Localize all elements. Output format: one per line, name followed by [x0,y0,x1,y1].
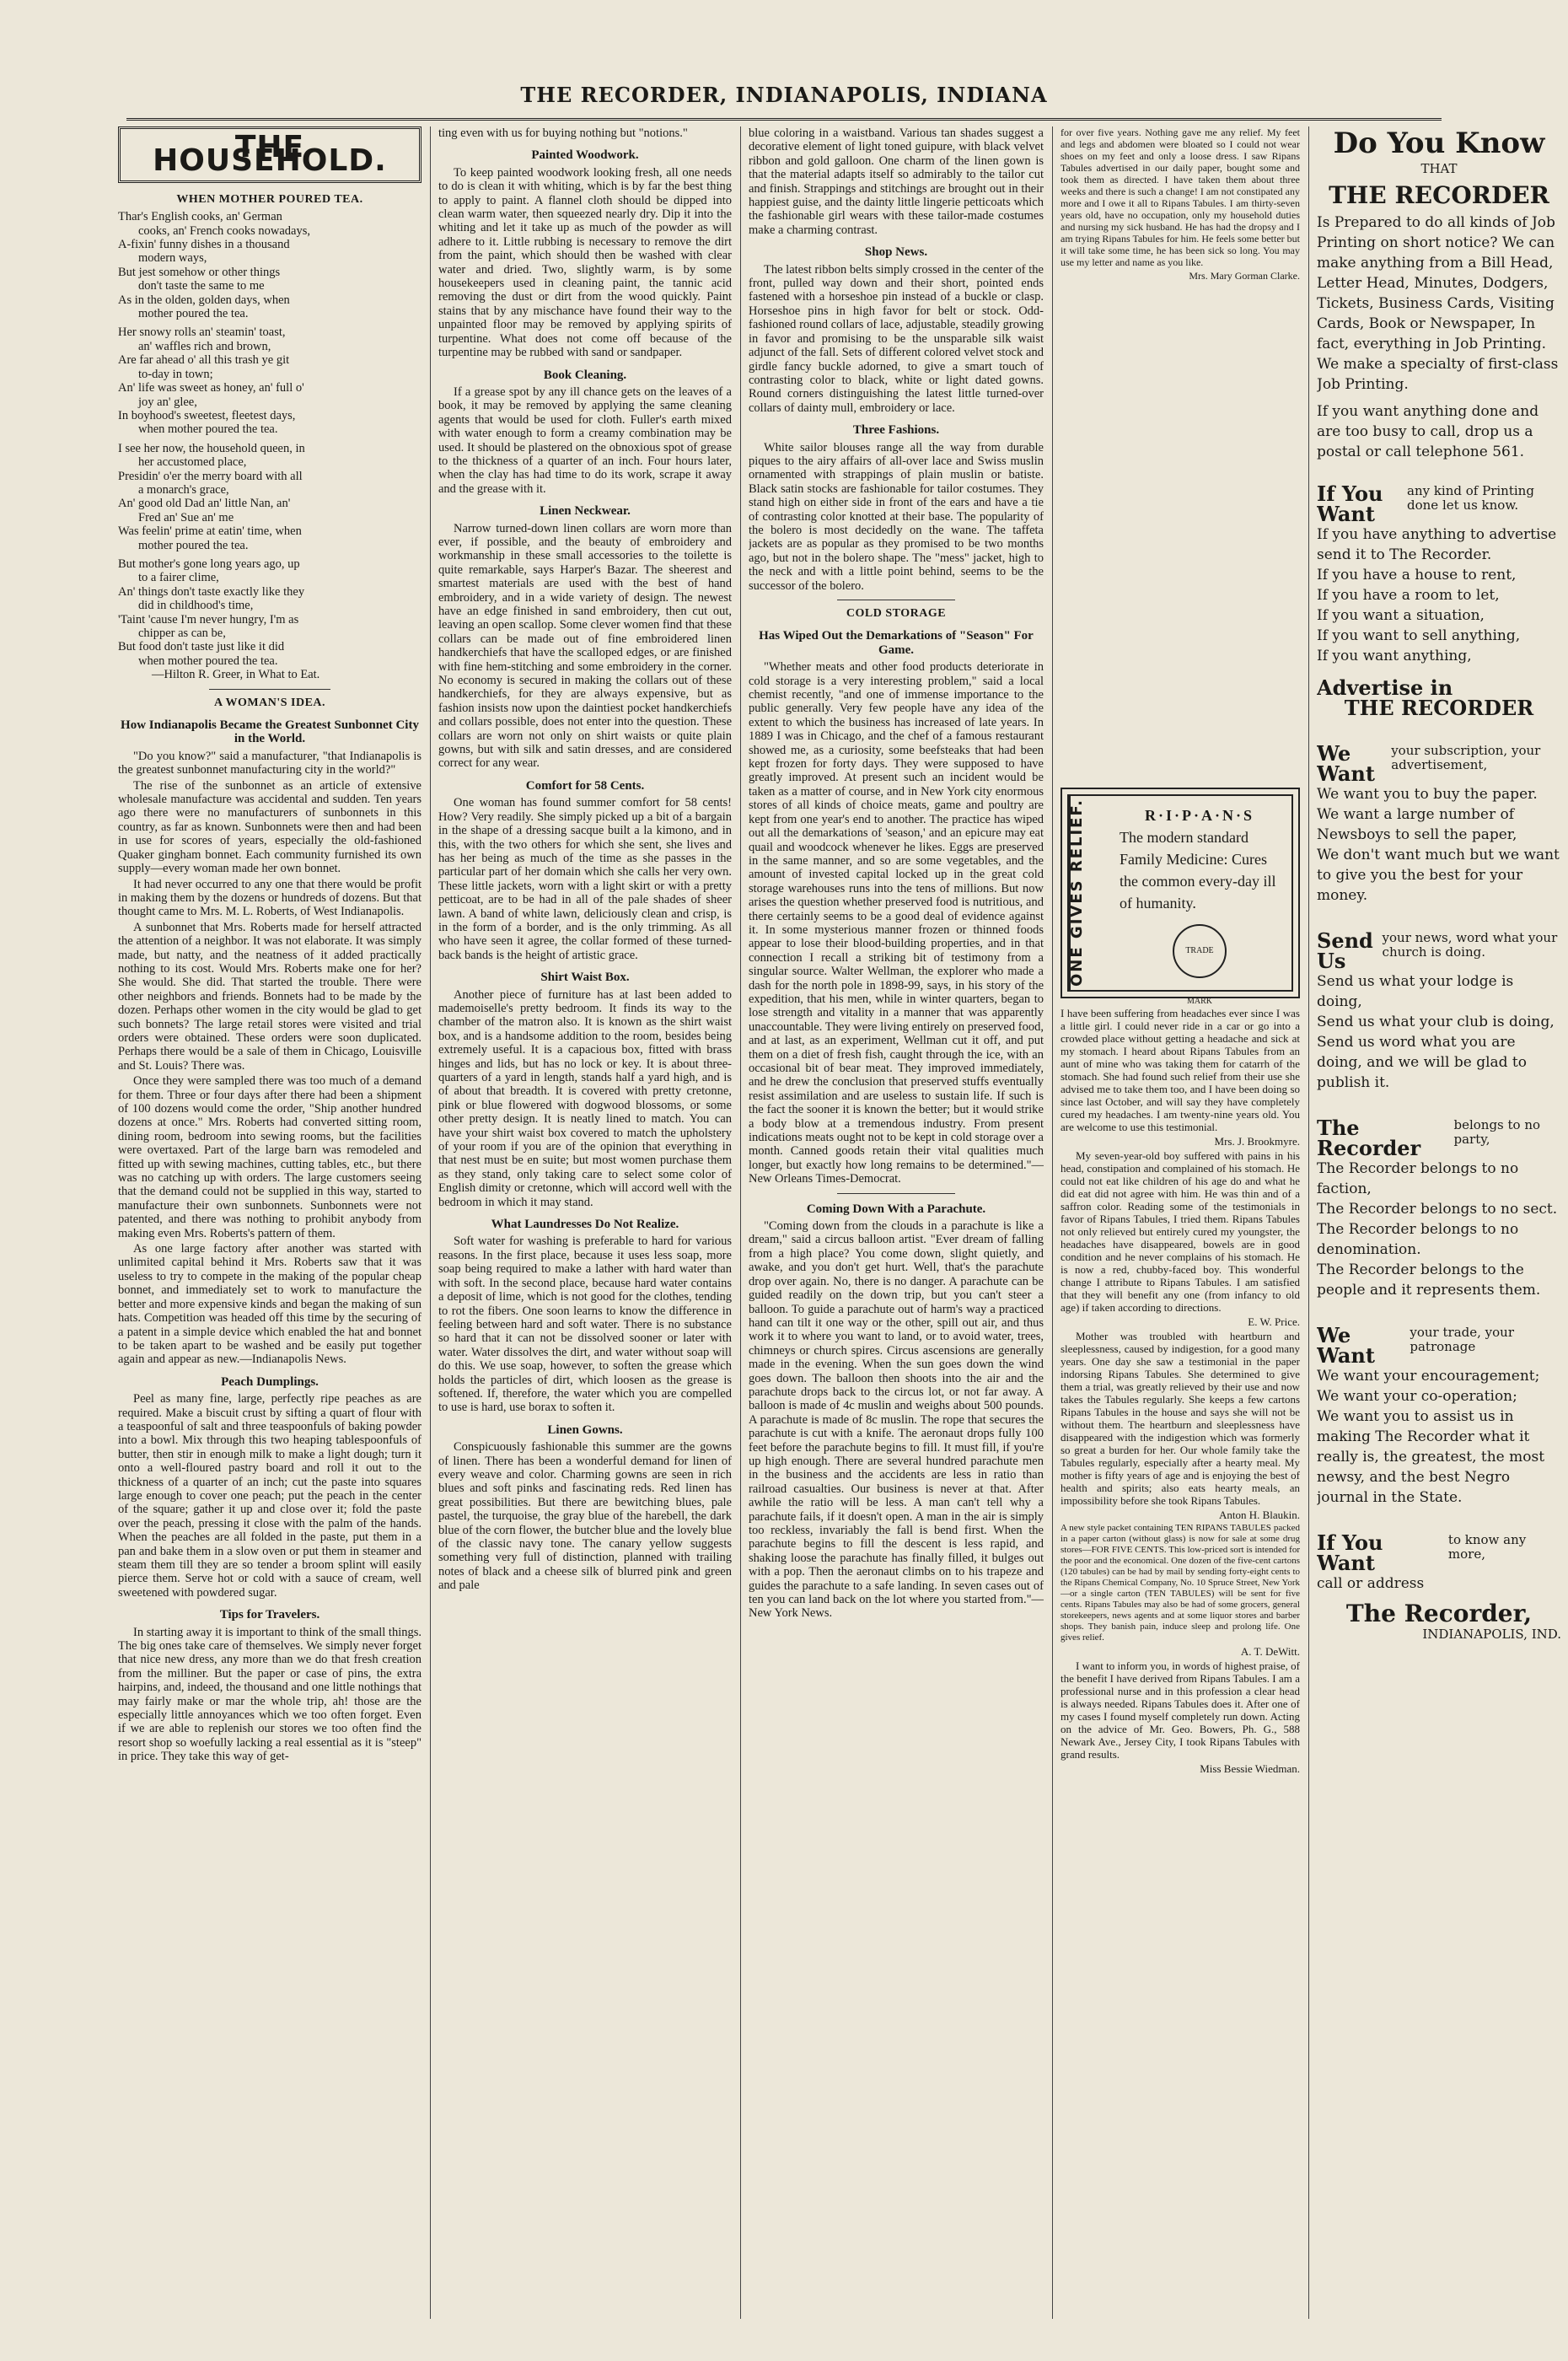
article-paragraph: blue coloring in a waistband. Various tan shades suggest a decorative element of light toned guipure, with black velvet ribbon and gold galloon. One charm of the linen gown is that the material adapts itself so admirably to the tailor cut and finish. Strappings and stitchings are brought out in their happiest guise, and the dainty little lingerie petticoats which the fashionable girl wears with these tailor-made costumes make a charming contrast. [749,126,1044,237]
article-subtitle: Linen Gowns. [547,1423,623,1437]
article-paragraph: The latest ribbon belts simply crossed in the center of the front, pulled way down and their short, pointed ends fastened with a horseshoe pin instead of a buckle or clasp. Horseshoe pins in high favor for belt or stock. Odd-fashioned round collars of lace, adjustable, steadily growing in favor and promising to be the unsparable silk waist adjunct of the fall. Sets of different colored velvet stock and girdle fancy buckle adorned, to give a smart touch of contrasting color to black, white or light dated gowns. Round corners distinguishing the latest little turned-over collars of dainty mull, embroidery or lace. [749,262,1044,415]
ripans-ad [1061,788,1300,1006]
poem-line: her accustomed place, [138,455,247,470]
final-city: INDIANAPOLIS, IND. [1422,1627,1561,1642]
article-subtitle: Coming Down With a Parachute. [806,1202,986,1216]
article-paragraph: If a grease spot by any ill chance gets on the leaves of a book, it may be removed by applying the same cleaning agents that would be used for cloth. Fuller's earth mixed with water enough to form a creamy combination may be used. It should be plastered on the obnoxious spot of grease to the thickness of a quarter of an inch. Four hours later, when the clay has had time to do its work, scrape it away and the grease with it. [438,385,732,496]
telephone-text: If you want anything done and are too busy to call, drop us a postal or call telephone 561. [1317,403,1539,460]
poem-line: But food don't taste just like it did [118,640,285,654]
article-title: A WOMAN'S IDEA. [213,696,326,709]
belongs-line: The Recorder belongs to no sect. [1317,1201,1558,1218]
advertise-head: Advertise in [1317,675,1453,700]
article-subtitle: Peach Dumplings. [221,1374,319,1389]
we-want-line: We don't want much but we want to give you the best for your money. [1317,847,1560,904]
we-want-sub: your subscription, your advertisement, [1391,743,1541,772]
want-line: If you have a house to rent, [1317,567,1517,584]
final-call: call or address [1317,1575,1425,1592]
belongs-sub: belongs to no party, [1453,1117,1541,1147]
article-subtitle: Book Cleaning. [543,368,627,382]
poem-line: when mother poured the tea. [138,422,278,437]
poem-line: As in the olden, golden days, when [118,293,290,307]
column-2 [438,126,732,2336]
want-line: If you have a room to let, [1317,587,1500,604]
poem-line: But mother's gone long years ago, up [118,557,300,571]
testimonial-signature: Mrs. Mary Gorman Clarke. [1189,270,1300,282]
belongs-block [1317,1118,1561,1159]
article-paragraph: ting even with us for buying nothing but "notions." [438,126,688,140]
article-subtitle: Comfort for 58 Cents. [525,778,645,793]
article-subtitle: What Laundresses Do Not Realize. [491,1218,679,1232]
send-us-sub: your news, word what your church is doing. [1382,930,1558,960]
poem-line: an' waffles rich and brown, [138,339,271,353]
poem-line: chipper as can be, [138,627,226,640]
belongs-line: The Recorder belongs to the people and it represents them. [1317,1261,1541,1299]
we-want-2-line: We want your co-operation; [1317,1388,1517,1405]
column-rule [1308,126,1309,2319]
article-paragraph: One woman has found summer comfort for 58 cents! How? Very readily. She simply picked up a bit of a bargain in the shape of a dressing sacque built a la kimono, and in this, with the two others for which she sent, she lives and has her being as much of the time as she passes in the particular part of her domain which she calls her very own. These little jackets, worn with a light skirt or with a pretty petticoat, are to be had in all of the pale shades of sheer lawn. A band of white lawn, deliciously clean and crisp, is in the form of a border, and is the only trimming. As all who have seen it agree, the collar formed of these turned-back bands is the height of artistic grace. [438,796,732,962]
poem-line: Fred an' Sue an' me [138,510,234,524]
poem-line: a monarch's grace, [138,482,229,497]
we-want-2-line: We want you to assist us in making The Recorder what it really is, the greatest, the most newsy, and the best Negro journal in the State. [1317,1408,1545,1506]
article-subtitle: Shirt Waist Box. [540,971,630,985]
we-want-2-sub: your trade, your patronage [1410,1325,1514,1354]
ripans-fineprint: A new style packet containing TEN RIPANS TABULES packed in a paper carton (without glass) is now for sale at some drug stores—FOR FIVE CENTS. This low-priced sort is intended for the poor and the economical. One dozen of the five-cent cartons (120 tabules) can be had by mail by sending forty-eight cents to the Ripans Chemical Company, No. 10 Spruce Street, New York—or a single carton (TEN TABULES) will be sent for five cents. Ripans Tabules may also be had of some grocers, general storekeepers, news agents and at some liquor stores and barber shops. They banish pain, induce sleep and prolong life. One gives relief. [1061,1523,1300,1643]
article-title: COLD STORAGE [846,607,947,620]
article-subtitle: Linen Neckwear. [540,504,631,519]
poem-line: when mother poured the tea. [138,653,278,668]
article-paragraph: White sailor blouses range all the way from durable piques to the airy affairs of all-over lace and Swiss muslin ornamented with strappings of plain muslin or batiste. Black satin stocks are fashionable for tailor costumes. They stand high on either side in front of the ears and have a tie of contrasting color knotted at their base. The popularity of the bolero is most decidedly on the wane. The taffeta jackets are as popular as they promised to be two months ago, but not in the bolero shape. The "mess" jacket, high to the neck and with a little point behind, seems to be the successor of the bolero. [749,440,1044,593]
we-want-2-head: We Want [1317,1323,1375,1368]
poem-line: 'Taint 'cause I'm never hungry, I'm as [118,612,299,627]
ripans-left-text [1061,126,1300,784]
want-line: If you want a situation, [1317,607,1485,624]
send-us-block [1317,928,1561,973]
column-rule [1052,126,1053,2319]
testimonial: I have been suffering from headaches ever since I was a little girl. I could never ride in a car or go into a crowded place without getting a headache and sick at my stomach. I heard about Ripans Tabules from an aunt of mine who was taking them for catarrh of the stomach. She had found such relief from their use she advised me to take them too, and I have been doing so since last October, and will say they have completely cured my headaches. I am twenty-nine years old. You are welcome to use this testimonial. [1061,1007,1300,1133]
ripans-trademark-icon: TRADE MARK [1173,924,1227,978]
ripans-body: The modern standard Family Medicine: Cures the common every-day ill of humanity. [1120,829,1276,912]
column-rule [430,126,431,2319]
poem-line: Are far ahead o' all this trash ye git [118,353,290,368]
testimonial: Mother was troubled with heartburn and sleeplessness, caused by indigestion, for a good many years. One day she saw a testimonial in the paper indorsing Ripans Tabules. She determined to give them a trial, was greatly relieved by their use and now takes the Tabules regularly. She keeps a few cartons Ripans Tabules in the house and says she will not be without them. The heartburn and sleeplessness have disappeared with the indigestion which was formerly so great a burden for her. Our whole family take the Tabules regularly, especially after a hearty meal. My mother is fifty years of age and is enjoying the best of health and spirits; also eats hearty meals, an impossibility before she took Ripans Tabules. [1061,1330,1300,1507]
belongs-line: The Recorder belongs to no faction, [1317,1160,1519,1197]
article-paragraph: Once they were sampled there was too much of a demand for them. Three or four days after there had been a shipment of 100 dozens would come the order, "Ship another hundred dozens at once." Mrs. Roberts had converted sitting room, dining room, bedroom into sewing rooms, but the facilities were overtaxed. Part of the large barn was remodeled and fitted up with sewing machines, cutting tables, etc., but there was no catching up with orders. The large customers seeing that the demand could not be supplied in this way, started to manufacture their own sunbonnets. Sunbonnets were not patented, and there was nothing to prohibit anybody from making even Mrs. Roberts's pattern of them. [118,1074,422,1240]
poem-line: to-day in town; [138,367,213,381]
poem-line: Presidin' o'er the merry board with all [118,469,303,483]
poem-line: Her snowy rolls an' steamin' toast, [118,325,286,340]
ripans-title: R·I·P·A·N·S [1144,807,1255,824]
we-want-head: We Want [1317,741,1375,786]
want-line: If you want anything, [1317,648,1472,664]
article-paragraph: As one large factory after another was started with unlimited capital behind it Mrs. Roberts saw that it was useless to try to compete in the making of the popular cheap bonnet, and immediately set to work to manufacture the better and more expensive kinds and began the making of sun hats. Competition was headed off this time by the securing of a patent in a simple device which enabled the hat and bonnet to be taken apart to be washed and be easily put together again and appear as new.—Indianapolis News. [118,1242,422,1367]
poem-line: An' life was sweet as honey, an' full o' [118,381,304,395]
ripans-main [1108,796,1291,1006]
column-rule [740,126,741,2319]
send-line: Send us what your club is doing, [1317,1014,1555,1030]
poem-line: Was feelin' prime at eatin' time, when [118,524,302,539]
ripans-side-label: ONE GIVES RELIEF. [1069,796,1108,990]
final-block [1317,1530,1561,1575]
if-you-want-head: If You Want [1317,481,1383,526]
poem-line: A-fixin' funny dishes in a thousand [118,238,290,252]
article-paragraph: "Do you know?" said a manufacturer, "that Indianapolis is the greatest sunbonnet manufacturing city in the world?" [118,749,422,777]
poem-title: WHEN MOTHER POURED TEA. [176,192,363,206]
poem-credit: —Hilton R. Greer, in What to Eat. [152,668,320,682]
poem-line: mother poured the tea. [138,538,249,552]
poem-line: modern ways, [138,251,207,266]
recorder-title: THE RECORDER [1329,181,1549,209]
column-5-recorder-ad [1317,126,1561,2336]
final-head: If You Want [1317,1530,1383,1575]
testimonial: for over five years. Nothing gave me any relief. My feet and legs and abdomen were bloated so I could not wear shoes on my feet and only a loose dress. I saw Ripans Tabules advertised in our daily paper, bought some and took them as directed. I have taken them about three weeks and there is such a change! I am not constipated any more and I owe it all to Ripans Tabules. I am thirty-seven years old, have no occupation, only my household duties and nursing my sick husband. He has had the dropsy and I am trying Ripans Tabules for him. He feels some better but it will take some time, he has been sick so long. You may use my letter and name as you like. [1061,126,1300,268]
do-you-know-title: Do You Know [1333,126,1545,160]
article-paragraph: "Coming down from the clouds in a parachute is like a dream," said a circus balloon artist. "Ever dream of falling from a high place? You come down, slight quietly, and awake, and you don't get hurt. Well, that's the parachute drop over again. No, there is no danger. A parachute can be guided readily on the down trip, but you can't steer a balloon. To guide a parachute out of harm's way a practiced hand can tilt it one way or the other, spill out air, and thus work it to where you want to land, or to avoid water, trees, chimneys or church spires. Circus ascensions are generally made in the evening. When the sun goes down the wind goes down. The balloon then shoots into the air and the parachute drops back to the circus lot, or not far away. A balloon is made of 4c muslin and weighs about 500 pounds. A parachute is made of 8c muslin. The rope that secures the parachute is cut with a knife. The aeronaut drops fully 100 feet before the parachute begins to fill. It must fill, if you're up high enough. There are several hundred parachute men in the business and the accidents are less in ratio than railroad casualties. Our business is never at that. After awhile the ratio will be less. A man can't tell why a parachute fails, if it doesn't open. A man in the air is simply too reckless, invariably the fall is bend first. When the parachute begins to fill the descent is less rapid, and shaking loose the parachute has finally filled, it bulges out with a pop. Then the aeronaut climbs on to his trapeze and guides the parachute to a safe landing. In seven cases out of ten you can land back on the lot where you started from."—New York News. [749,1219,1044,1621]
we-want-line: We want a large number of Newsboys to sell the paper, [1317,806,1517,843]
we-want-2-line: We want your encouragement; [1317,1368,1540,1385]
article-paragraph: A sunbonnet that Mrs. Roberts made for herself attracted the attention of a neighbor. It was not elaborate. It was simply made, but natty, and the neatness of it added practically nothing to its cost. Would Mrs. Roberts make one for her? She would. She did. That started the trouble. There were other neighbors and friends. Bonnets had to be made by the dozen. Perhaps other women in the city would be glad to get such bonnets? The large retail stores were visited and trial orders were obtained. These orders were soon duplicated. Perhaps there would be a sale of them in Chicago, Louisville and St. Louis? There was. [118,920,422,1073]
send-line: Send us what your lodge is doing, [1317,973,1514,1010]
article-paragraph: Another piece of furniture has at last been added to mademoiselle's pretty bedroom. It finds its way to the chamber of the matron also. It is known as the shirt waist box, and is a handsome addition to the room, besides being extremely useful. It is a capacious box, fitted with brass hinges and lids, but has no lock or key. It is about three-quarters of a yard in length, stands half a yard high, and is of about that breadth. It is covered with pretty cretonne, pink or blue flowered with dogwood blossoms, or some other pretty design. It is neatly lined to match. You can have your shirt waist box covered to match the upholstery of your room if you are of the opinion that everything in that nest must be en suite; but most women purchase them as they stand, only taking care to select some color of English dimity or cretonne, which will accord well with the bedroom in which it may stand. [438,987,732,1209]
poem-line: to a fairer clime, [138,571,219,585]
poem-line: cooks, an' French cooks nowadays, [138,223,310,238]
article-subtitle: Tips for Travelers. [219,1608,320,1622]
if-you-want-sub: any kind of Printing done let us know. [1407,483,1534,513]
poem-line: did in childhood's time, [138,599,254,613]
column-4 [1061,784,1300,2277]
masthead-rule [126,118,1442,121]
poem-line: An' good old Dad an' little Nan, an' [118,497,291,511]
poem-line: In boyhood's sweetest, fleetest days, [118,408,296,422]
poem-line: But jest somehow or other things [118,265,281,279]
testimonial-signature: Miss Bessie Wiedman. [1200,1762,1300,1775]
article-paragraph: Narrow turned-down linen collars are worn more than ever, if possible, and the beauty of embroidery and workmanship in these small accessories to the toilette is quite remarkable, says Harper's Bazar. The sheerest and smartest materials are used with the best of hand embroidery, and in a wide variety of design. The newest have an edge finished in sand embroidery, then cut out, leaving an open scallop. Some clever women find that these collars can be made out of fine embroidered linen handkerchiefs that have the scalloped edges, or are finished with fine hem-stitching and some embroidery in the corner. No economy is secured in making the collars out of these handkerchiefs, for they are always expensive, but as fashion insists now upon the daintiest pocket handkerchiefs and collars possible, does not enter into the question. These collars are worn not only on shirt waists or quite plain gowns, but with silk and satin dresses, and are considered correct for any wear. [438,521,732,771]
poem-line: joy an' glee, [138,395,197,409]
column-3 [749,126,1044,2336]
article-paragraph: To keep painted woodwork looking fresh, all one needs to do is clean it with whiting, which is by far the best thing to apply to paint. A flannel cloth should be dipped into clean warm water, then squeezed nearly dry. Dip it into the whiting and let it take up as much of the powder as will adhere to it. Little rubbing is necessary to remove the dirt from the paint, which should then be washed with clear water and dried. Two, slightly warm, is by some housekeepers used in cleaning paint, the tannic acid removing the dust or dirt from the wood quickly. Paint stains that by any mischance have found their way to the unpainted floor may be removed by applying spirits of turpentine. What does not come off because of the turpentine may be rubbed with sand or sandpaper. [438,165,732,360]
article-paragraph: It had never occurred to any one that there would be profit in making them by the dozens or hundreds of dozens. But that thought came to Mrs. M. L. Roberts, of West Indianapolis. [118,877,422,919]
article-subtitle: How Indianapolis Became the Greatest Sunbonnet City in the World. [121,718,419,746]
column-1 [118,126,422,2336]
divider [209,689,330,690]
article-paragraph: "Whether meats and other food products deteriorate in cold storage is a very interesting problem," said a local chemist recently, "and one of immense importance to the public generally. Very few people have any idea of the extent to which the business has increased of late years. In 1889 I was in Chicago, and the chef of a famous restaurant showed me, as a curiosity, some beefsteaks that had been kept frozen for forty days. They were supposed to have greatly improved. At present such an incident would be taken as a matter of course, and in New York city enormous stores of all kinds of choice meats, game and poultry are kept from one year's end to another. The practice has wiped out all the demarkations of 'season,' and an epicure may eat quail and woodcock whenever he likes. Eggs are preserved in the same manner, and so are some vegetables, and the amount of invested capital locked up in the great cold storage warehouses runs into the tens of millions. But now arises the question whether preserved food is nutritious, and there certainly seems to be a good deal of evidence against it. In some mysterious manner frozen or thinned foods appear to lose their blood-building properties, and in that connection I recall a striking bit of testimony from a singular source. Walter Wellman, the explorer who made a dash for the north pole in 1898-99, says, in his story of the expedition, that his men, while in winter quarters, began to lose strength and vitality in a manner that was apparently unaccountable. They were living entirely on preserved food, and at last, as an experiment, Wellman cut it off, and put them on a diet of fresh fish, caught through the ice, with an occasional bit of bear meat. They improved immediately, and he drew the conclusion that preserved stuffs eventually resist assimilation and are useless to sustain life. If such is the fact the sooner it is known the better; but it would strike a body blow at a tremendous industry. From present indications meats ought not to be kept in cold storage over a month. Canned goods retain their vital qualities much longer, but exactly how long remains to be determined."—New Orleans Times-Democrat. [749,660,1044,1186]
poem-line: I see her now, the household queen, in [118,441,305,455]
article-subtitle: Painted Woodwork. [531,148,639,163]
testimonial-signature: Anton H. Blaukin. [1218,1509,1300,1521]
we-want-block [1317,741,1561,786]
belongs-line: The Recorder belongs to no denomination. [1317,1221,1519,1258]
article-paragraph: Peel as many fine, large, perfectly ripe peaches as are required. Make a biscuit crust by sifting a quart of flour with a teaspoonful of salt and three teaspoonfuls of baking powder into a bowl. Mix through this two heaping tablespoonfuls of butter, then stir in enough milk to make a light dough; turn it onto a well-floured pastry board and roll it out to the thickness of a quarter of an inch; cut the paste into squares large enough to cover one peach; put the peach in the center of the square; gather it up and close over it; fold the paste over the peach, pressing it close with the palm of the hands. When the peaches are all folded in the paste, put them in a pan and bake them in a slow oven or put them in steamer and steam them till they are so tender a broom splint will easily pierce them. Serve hot or cold with a sauce of cream, well sweetened with powdered sugar. [118,1392,422,1600]
send-us-head: Send Us [1317,928,1373,973]
poem-line: An' things don't taste exactly like they [118,584,305,599]
article-subtitle: Shop News. [864,245,928,260]
article-subtitle: Three Fashions. [852,423,940,438]
testimonial-signature: Mrs. J. Brookmyre. [1214,1135,1300,1148]
testimonial-signature: E. W. Price. [1248,1315,1300,1328]
divider [837,1193,955,1194]
masthead: THE RECORDER, INDIANAPOLIS, INDIANA [520,83,1048,107]
want-line: If you have anything to advertise send it to The Recorder. [1317,526,1557,563]
job-printing-text: Is Prepared to do all kinds of Job Printing on short notice? We can make anything from a Bill Head, Letter Head, Minutes, Dodgers, Tickets, Business Cards, Visiting Cards, Book or Newspaper, In fact, everything in Job Printing. We make a specialty of first-class Job Printing. [1317,214,1559,393]
want-line: If you want to sell anything, [1317,627,1521,644]
testimonial: My seven-year-old boy suffered with pains in his head, constipation and complained of his stomach. He could not eat like children of his age do and what he did eat did not agree with him. He was thin and of a saffron color. Reading some of the testimonials in favor of Ripans Tabules, I tried them. Ripans Tabules not only relieved but entirely cured my youngster, the headaches have disappeared, bowels are in good condition and he never complains of his stomach. He is now a red, chubby-faced boy. This wonderful change I attribute to Ripans Tabules. I am satisfied that they will benefit any one (from infancy to old age) if taken according to directions. [1061,1149,1300,1314]
ripans-box [1067,794,1293,1006]
article-subtitle: Has Wiped Out the Demarkations of "Season" For Game. [759,629,1034,657]
testimonial-signature: A. T. DeWitt. [1240,1645,1300,1658]
article-paragraph: Conspicuously fashionable this summer are the gowns of linen. There has been a wonderful demand for linen of every weave and color. Charming gowns are seen in rich blues and soft pinks and fascinating reds. Red linen has great possibilities. But there are bewitching blues, pale pastel, the turquoise, the gray blue of the harebell, the dark blue of the corn flower, the butcher blue and the lovely blue of the classic navy tone. The canary yellow suggests something very full of distinction, planned with trailing notes of black and a cheese silk of blurred pink and green and pale [438,1440,732,1593]
article-paragraph: Soft water for washing is preferable to hard for various reasons. In the first place, because it uses less soap, more soap being required to make a lather with hard water than with soft. In the second place, because hard water contains a deposit of lime, which is not good for the clothes, tending to rot the fibers. One soon learns to know the difference in feeling between hard and soft water. There is no substance so hard that it can not be dissolved sooner or later with water. Water dissolves the dirt, and water without soap will do this. We use soap, however, to soften the grease which holds the particles of dirt, which loosen as the grease is softened. If, therefore, the water which you are compelled to use is hard, use borax to soften it. [438,1234,732,1415]
advertise-name: THE RECORDER [1344,696,1534,720]
poem-line: don't taste the same to me [138,279,265,293]
article-paragraph: In starting away it is important to think of the small things. The big ones take care of themselves. We simply never forget that nice new dress, any more than we do that fresh creation from the milliner. But the paper or case of pins, the extra hairpins, and, indeed, the thousand and one little nothings that may fairly make or mar the whole trip, ah! those are the especially little annoyances which we too often forget. Even if we are able to replenish our stores we too often find the resort shop so woefully lacking a real essential as it is "steep" in price. They take this way of get- [118,1625,422,1764]
belongs-head: The Recorder [1317,1116,1421,1160]
final-sub: to know any more, [1447,1532,1527,1562]
if-you-want-block [1317,481,1561,526]
poem-line: Thar's English cooks, an' German [118,210,282,224]
final-name: The Recorder, [1345,1600,1533,1627]
testimonial: I want to inform you, in words of highest praise, of the benefit I have derived from Ripans Tabules. I am a professional nurse and in this profession a clear head is always needed. Ripans Tabules does it. After one of my cases I found myself completely run down. Acting on the advice of Mr. Geo. Bowers, Ph. G., 588 Newark Ave., Jersey City, I took Ripans Tabules with grand results. [1061,1659,1300,1761]
poem [118,210,422,681]
that-label: THAT [1420,161,1458,176]
we-want-line: We want you to buy the paper. [1317,786,1538,803]
send-line: Send us word what you are doing, and we will be glad to publish it. [1317,1034,1527,1091]
we-want-2-block [1317,1323,1561,1368]
poem-line: mother poured the tea. [138,307,249,321]
household-banner: THE HOUSEHOLD. [118,126,422,183]
article-paragraph: The rise of the sunbonnet as an article of extensive wholesale manufacture was accidental and sudden. Ten years ago there were no manufacturers of sunbonnets in this country, as far as known. Sunbonnets were then and had been in use for scores of years, especially the old-fashioned Quaker gingham bonnet. Each community furnished its own supply—every woman made her own bonnet. [118,778,422,876]
